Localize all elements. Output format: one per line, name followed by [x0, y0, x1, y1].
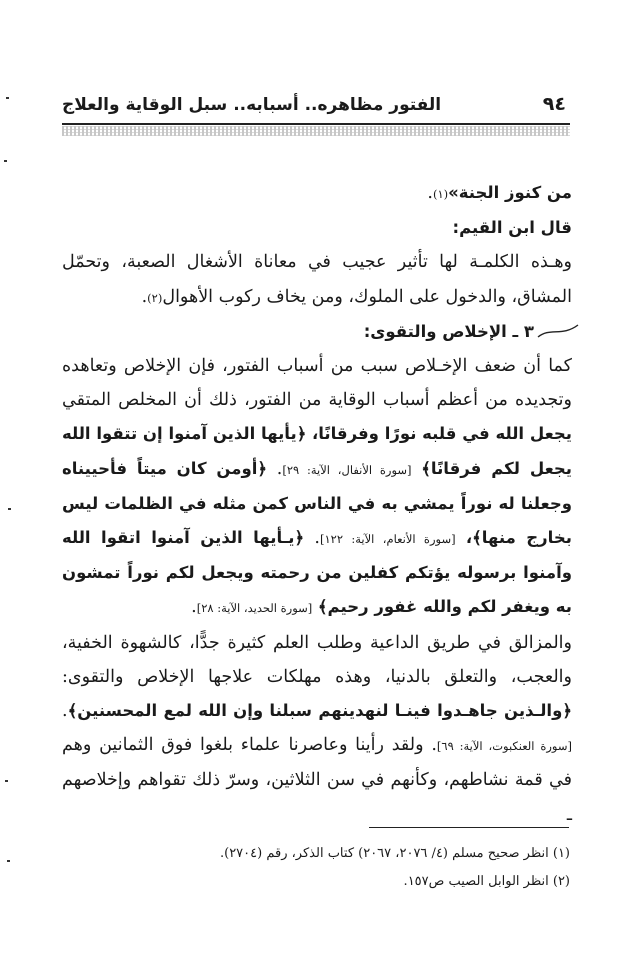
running-title: الفتور مظاهره.. أسبابه.. سبل الوقاية والعلاج	[62, 95, 442, 115]
paragraph-3: والمزالق في طريق الداعية وطلب العلم كثيرة جدًّا، كالشهوة الخفية، والعجب، والتعلق بالدنيا، وهذه مهلكات علاجها الإخلاص والتقوى: ﴿والـذين جاهـدوا فينـا لنهدينهم سبلنا وإن الله لمع المحسنين﴾. [سورة العنكبوت، الآية: ٦٩]. ولقد رأينا وعاصرنا علماء بلغوا فوق الثمانين وهم في قمة نشاطهم، وكأنهم في سن الثلاثين، وسرّ ذلك تقواهم وإخلاصهم ـ	[62, 632, 572, 825]
footnotes	[62, 840, 570, 896]
scan-margin-mark	[7, 860, 10, 862]
verse-ref-4: [سورة العنكبوت، الآية: ٦٩]	[436, 739, 572, 754]
footnote-2: (٢) انظر الوابل الصيب ص١٥٧.	[403, 874, 570, 889]
section-heading: ٣ ـ الإخلاص والتقوى:	[62, 315, 572, 349]
quran-verse-1: ﴿يأيها الذين آمنوا إن تتقوا الله يجعل لكم فرقانًا﴾	[62, 424, 572, 478]
page-header	[62, 93, 570, 125]
quran-verse-4: ﴿والـذين جاهـدوا فينـا لنهدينهم سبلنا وإن الله لمع المحسنين﴾	[67, 701, 572, 721]
scan-margin-mark	[8, 508, 11, 510]
paragraph-1: وهـذه الكلمـة لها تأثير عجيب في معاناة الأشغال الصعبة، وتحمّل المشاق، والدخول على الملوك، ومن يخاف ركوب الأهوال(٢).	[62, 252, 572, 307]
paragraph-2: كما أن ضعف الإخـلاص سبب من أسباب الفتور، فإن الإخلاص وتعاهده وتجديده من أعظم أسباب الوقاية من الفتور، ذلك أن المخلص المتقي يجعل الله في قلبه نورًا وفرقانًا، ﴿يأيها الذين آمنوا إن تتقوا الله يجعل لكم فرقانًا﴾ [سورة الأنفال، الآية: ٢٩]. ﴿أومن كان ميتاً فأحييناه وجعلنا له نوراً يمشي به في الناس كمن مثله في الظلمات ليس بخارج منها﴾، [سورة الأنعام، الآية: ١٢٢]. ﴿يـأيها الذين آمنوا اتقوا الله وآمنوا برسوله يؤتكم كفلين من رحمته ويجعل لكم نوراً تمشون به ويغفر لكم والله غفور رحيم﴾ [سورة الحديد، الآية: ٢٨].	[62, 356, 572, 618]
scan-margin-mark	[6, 97, 9, 99]
header-ornament-pattern	[62, 126, 570, 136]
footnote-1: (١) انظر صحيح مسلم (٤/ ٢٠٧٦، ٢٠٦٧) كتاب الذكر، رقم (٢٧٠٤).	[219, 846, 570, 861]
verse-ref-2: [سورة الأنعام، الآية: ١٢٢]	[319, 532, 456, 547]
ibn-qayyim-line: قال ابن القيم:	[452, 218, 572, 238]
quran-verse-2: ﴿أومن كان ميتاً فأحييناه وجعلنا له نوراً يمشي به في الناس كمن مثله في الظلمات ليس بخارج منها﴾،	[62, 458, 572, 548]
verse-ref-3: [سورة الحديد، الآية: ٢٨]	[196, 601, 313, 616]
page-body	[62, 176, 572, 832]
heading-swoosh-icon	[536, 323, 580, 341]
scan-margin-mark	[4, 160, 7, 162]
body-line-1: من كنوز الجنة»(١).	[427, 183, 572, 203]
page-number: ٩٤	[542, 93, 566, 115]
verse-ref-1: [سورة الأنفال، الآية: ٢٩]	[282, 462, 412, 477]
footnote-separator	[369, 827, 569, 828]
footnote-ref-2: (٢)	[147, 290, 163, 305]
quran-verse-3: ﴿يـأيها الذين آمنوا اتقوا الله وآمنوا برسوله يؤتكم كفلين من رحمته ويجعل لكم نوراً تمشون به ويغفر لكم والله غفور رحيم﴾	[62, 528, 572, 617]
footnote-ref-1: (١)	[432, 187, 449, 201]
scan-margin-mark	[5, 780, 8, 782]
